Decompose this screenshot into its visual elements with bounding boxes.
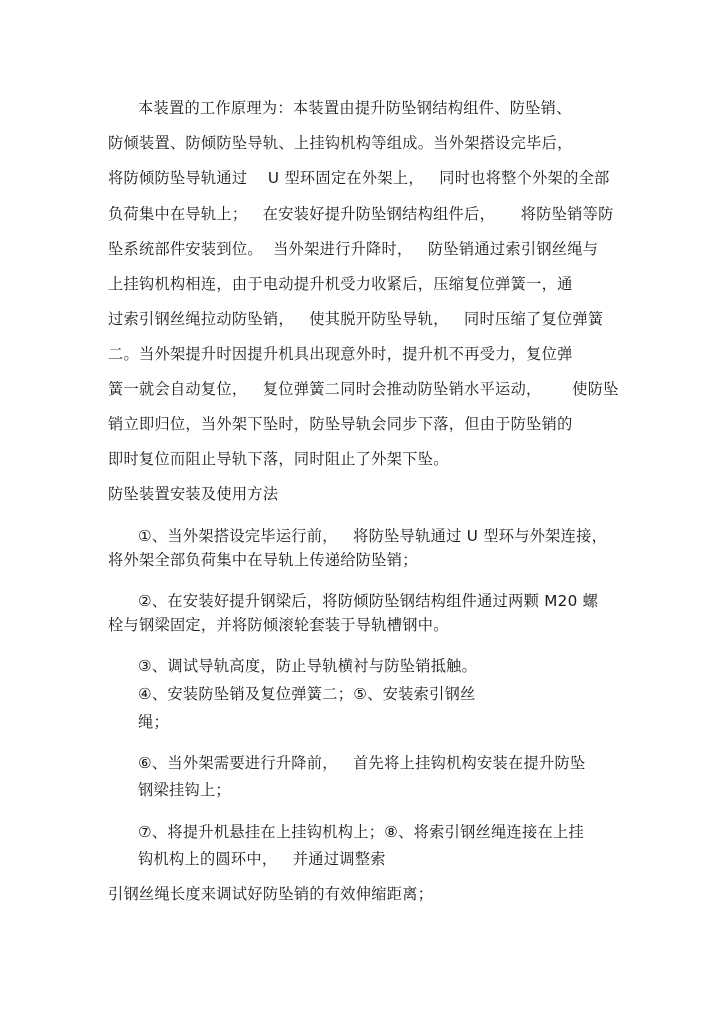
paragraph-line: 防倾装置、防倾防坠导轨、上挂钩机构等组成。当外架搭设完毕后， (108, 134, 573, 152)
step-line: ⑦、将提升机悬挂在上挂钩机构上；⑧、将索引钢丝绳连接在上挂 (138, 823, 584, 841)
paragraph-line: 销立即归位，当外架下坠时，防坠导轨会同步下落，但由于防坠销的 (108, 415, 573, 433)
step-line: ④、安装防坠销及复位弹簧二；⑤、安装索引钢丝 (138, 685, 476, 703)
section-heading: 防坠装置安装及使用方法 (108, 485, 279, 503)
step-line: ③、调试导轨高度，防止导轨横衬与防坠销抵触。 (138, 657, 478, 675)
paragraph-line: 二。当外架提升时因提升机具出现意外时，提升机不再受力，复位弹 (108, 345, 573, 363)
paragraph-line: 本装置的工作原理为：本装置由提升防坠钢结构组件、防坠销、 (138, 99, 572, 117)
step-line: 钩机构上的圆环中， 并通过调整索 (138, 850, 386, 868)
paragraph-line: 负荷集中在导轨上； 在安装好提升防坠钢结构组件后， 将防坠销等防 (108, 205, 614, 223)
step-line: 钢梁挂钩上； (138, 781, 231, 799)
step-line: 将外架全部负荷集中在导轨上传递给防坠销； (108, 551, 418, 569)
step-line: ⑥、当外架需要进行升降前， 首先将上挂钩机构安装在提升防坠 (138, 754, 586, 772)
paragraph-line: 过索引钢丝绳拉动防坠销， 使其脱开防坠导轨， 同时压缩了复位弹簧 (108, 310, 604, 328)
step-line: 绳； (138, 713, 169, 731)
paragraph-line: 即时复位而阻止导轨下落，同时阻止了外架下坠。 (108, 450, 449, 468)
step-line: ①、当外架搭设完毕运行前， 将防坠导轨通过 U 型环与外架连接， (138, 527, 608, 545)
paragraph-line: 坠系统部件安装到位。 当外架进行升降时， 防坠销通过索引钢丝绳与 (108, 240, 599, 258)
paragraph-line: 将防倾防坠导轨通过 U 型环固定在外架上， 同时也将整个外架的全部 (108, 169, 610, 187)
paragraph-line: 上挂钩机构相连，由于电动提升机受力收紧后，压缩复位弹簧一，通 (108, 275, 573, 293)
step-line: 引钢丝绳长度来调试好防坠销的有效伸缩距离； (108, 885, 434, 903)
step-line: 栓与钢梁固定，并将防倾滚轮套装于导轨槽钢中。 (108, 616, 449, 634)
step-line: ②、在安装好提升钢梁后，将防倾防坠钢结构组件通过两颗 M20 螺 (138, 592, 599, 610)
paragraph-line: 簧一就会自动复位， 复位弹簧二同时会推动防坠销水平运动， 使防坠 (108, 380, 619, 398)
